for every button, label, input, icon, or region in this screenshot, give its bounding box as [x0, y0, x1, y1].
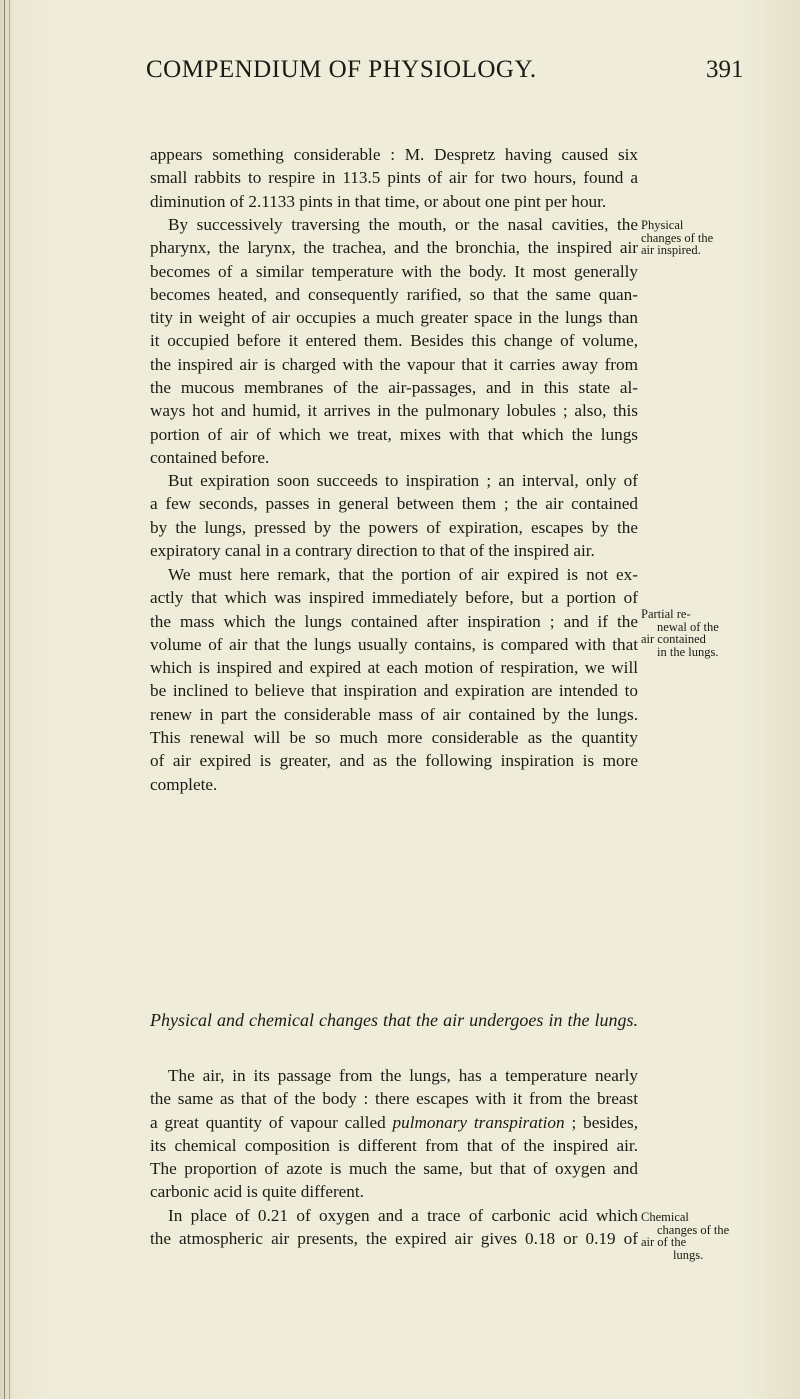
text-line: appears something considerable : M. Despretz having caused six [150, 145, 638, 164]
note-line: air of the [641, 1235, 687, 1249]
text-line: We must here remark, that the portion of air expired is not ex- [168, 565, 638, 584]
text-line: portion of air of which we treat, mixes with that which the lungs [150, 424, 638, 444]
text-line: pharynx, the larynx, the trachea, and the bronchia, the inspired air [150, 238, 638, 258]
page-header [0, 56, 800, 96]
note-line: air inspired. [641, 243, 701, 257]
text-line: the mucous membranes of the air-passages, and in this state al- [150, 378, 638, 398]
text-line: ways hot and humid, it arrives in the pulmonary lobules ; also, this [150, 401, 638, 421]
note-line: Physical [641, 218, 684, 232]
paragraph-3 [150, 469, 638, 562]
text-line: carbonic acid is quite different. [150, 1182, 364, 1202]
text-line: complete. [150, 774, 218, 794]
paragraph-1 [150, 143, 638, 213]
text-line: it occupied before it entered them. Besides this change of volume, [150, 331, 638, 351]
note-line: in the lungs. [657, 644, 719, 659]
note-line: newal of the [657, 619, 719, 634]
paragraph-2 [150, 213, 638, 469]
paragraph-5 [150, 1064, 638, 1204]
text-line: actly that which was inspired immediately before, but a portion of [150, 588, 638, 608]
italic-term: pulmonary transpiration [392, 1112, 565, 1132]
text-line: the atmospheric air presents, the expired air gives 0.18 or 0.19 of [150, 1229, 638, 1249]
text-line: contained before. [150, 447, 270, 467]
page-number: 391 [706, 56, 744, 83]
note-line: Chemical [641, 1210, 689, 1224]
text-line: the inspired air is charged with the vapour that it carries away from [150, 354, 638, 374]
note-line: air contained [641, 632, 706, 646]
text-line: becomes of a similar temperature with the body. It most generally [150, 261, 638, 281]
margin-note-partial-renewal [641, 608, 719, 658]
text-line: its chemical composition is different from that of the inspired air. [150, 1135, 638, 1155]
text-line: be inclined to believe that inspiration and expiration are intended to [150, 681, 638, 701]
text-line: renew in part the considerable mass of air contained by the lungs. [150, 704, 638, 724]
running-head: COMPENDIUM OF PHYSIOLOGY. [146, 56, 537, 83]
text-line: the mass which the lungs contained after inspiration ; and if the [150, 611, 638, 631]
text-line: In place of 0.21 of oxygen and a trace of carbonic acid which [168, 1206, 638, 1225]
note-line: lungs. [673, 1247, 704, 1262]
text-line: a few seconds, passes in general between them ; the air contained [150, 494, 638, 514]
text-line: small rabbits to respire in 113.5 pints of air for two hours, found a [150, 168, 638, 188]
text-line: But expiration soon succeeds to inspiration ; an interval, only of [168, 471, 638, 490]
text-line: by the lungs, pressed by the powers of expiration, escapes by the [150, 517, 638, 537]
text-line [150, 1111, 638, 1134]
gutter-line [4, 0, 5, 1399]
text-line: tity in weight of air occupies a much greater space in the lungs than [150, 308, 638, 328]
section-heading: Physical and chemical changes that the air undergoes in the lungs. [150, 1010, 638, 1030]
text-line: expiratory canal in a contrary direction to that of the inspired air. [150, 540, 595, 560]
text-run: a great quantity of vapour called [150, 1112, 393, 1132]
note-line: Partial re- [641, 607, 691, 621]
text-line: the same as that of the body : there escapes with it from the breast [150, 1089, 638, 1109]
text-line: The proportion of azote is much the same, but that of oxygen and [150, 1159, 638, 1179]
paragraph-6 [150, 1204, 638, 1251]
paragraph-4 [150, 563, 638, 796]
text-line: This renewal will be so much more considerable as the quantity [150, 728, 638, 748]
text-line: of air expired is greater, and as the following inspiration is more [150, 751, 638, 771]
note-line: changes of the [657, 1222, 730, 1237]
margin-note-chemical-changes [641, 1211, 729, 1261]
text-run: ; besides, [564, 1112, 638, 1132]
text-line: By successively traversing the mouth, or the nasal cavities, the [168, 215, 638, 234]
text-line: volume of air that the lungs usually contains, is compared with that [150, 634, 638, 654]
note-line: changes of the [641, 230, 714, 245]
gutter-line [9, 0, 10, 1399]
text-line: becomes heated, and consequently rarified, so that the same quan- [150, 284, 638, 304]
text-line: which is inspired and expired at each motion of respiration, we will [150, 658, 638, 678]
text-line: diminution of 2.1133 pints in that time, or about one pint per hour. [150, 191, 607, 211]
margin-note-physical-changes [641, 219, 713, 257]
text-line: The air, in its passage from the lungs, has a temperature nearly [168, 1066, 638, 1085]
